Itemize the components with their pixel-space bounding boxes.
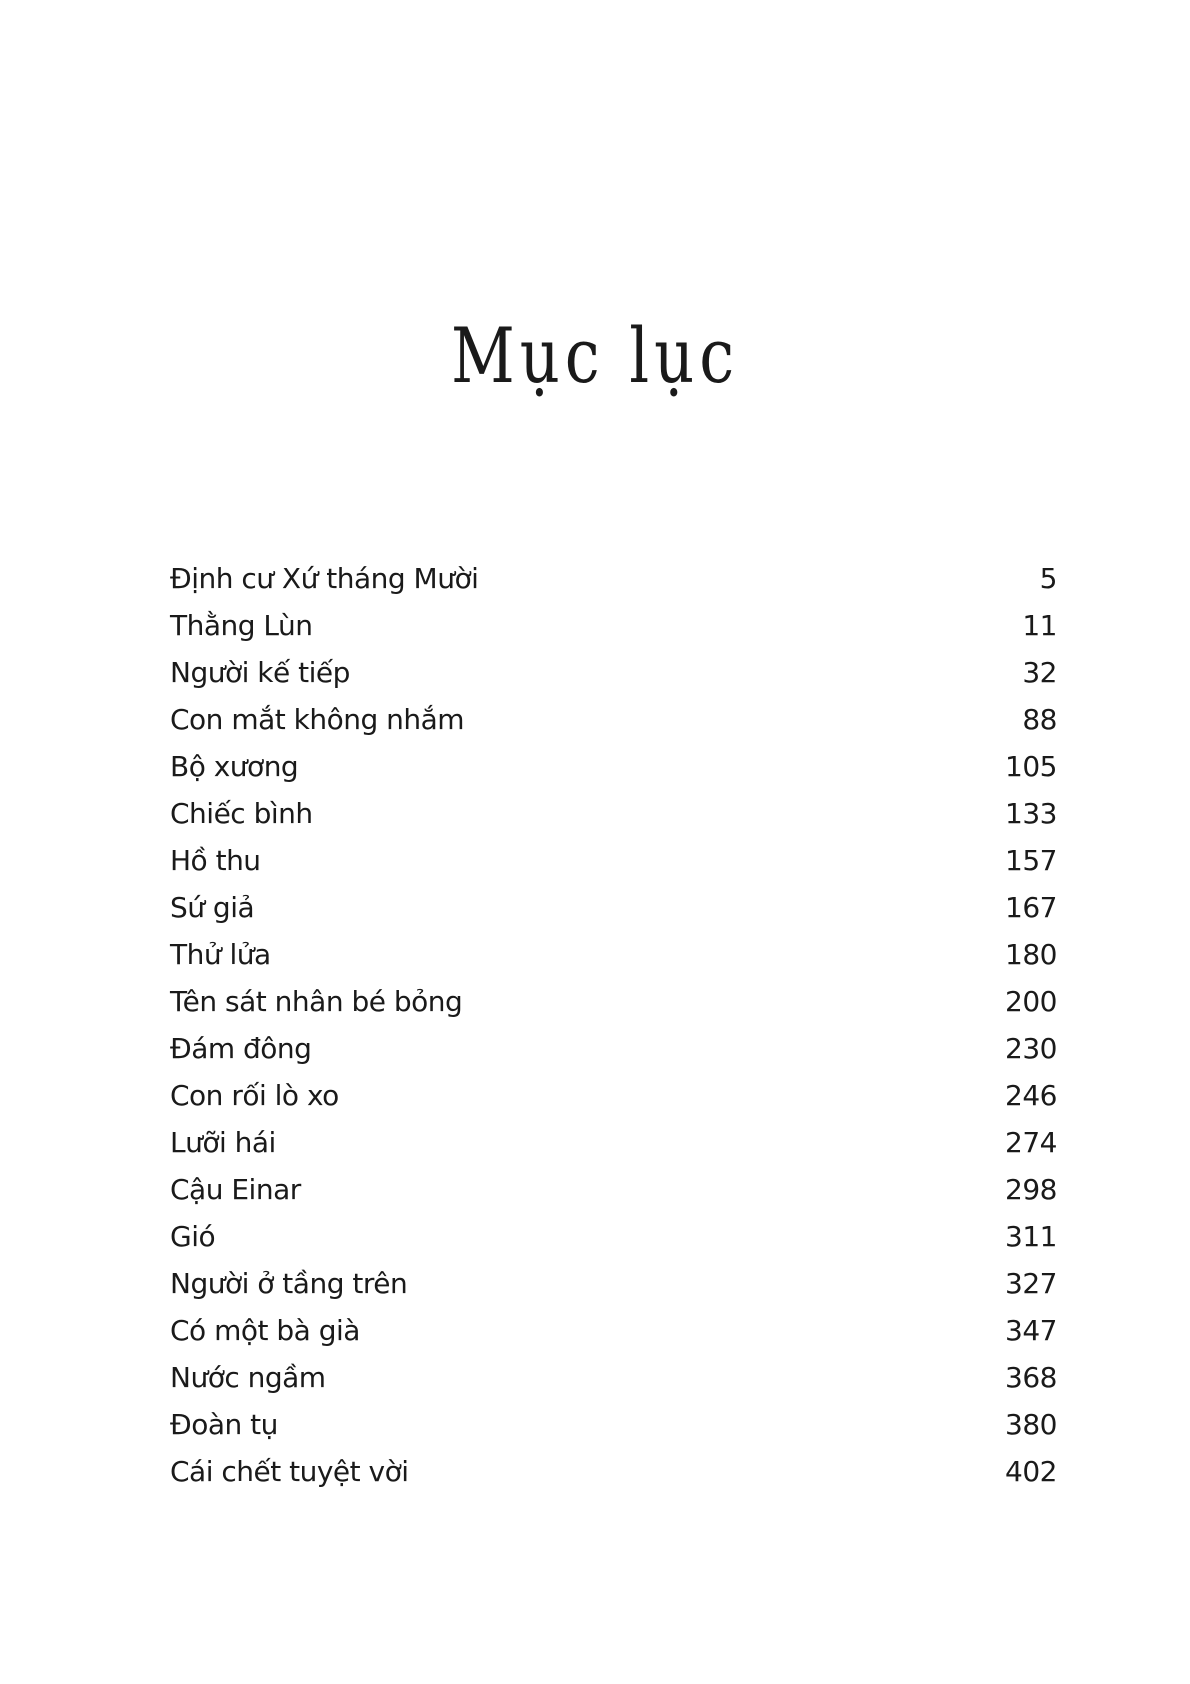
toc-entry-page: 274 (1005, 1126, 1057, 1159)
toc-entry[interactable] (170, 1166, 1057, 1213)
toc-entry[interactable] (170, 696, 1057, 743)
toc-entry[interactable] (170, 931, 1057, 978)
toc-entry-title: Có một bà già (170, 1314, 360, 1347)
toc-entry[interactable] (170, 1401, 1057, 1448)
toc-entry[interactable] (170, 1025, 1057, 1072)
toc-entry-page: 32 (1022, 656, 1057, 689)
toc-entry-page: 380 (1005, 1408, 1057, 1441)
toc-entry-page: 157 (1005, 844, 1057, 877)
toc-entry-page: 327 (1005, 1267, 1057, 1300)
toc-entry[interactable] (170, 790, 1057, 837)
toc-entry[interactable] (170, 743, 1057, 790)
toc-entry-page: 230 (1005, 1032, 1057, 1065)
toc-entry-title: Con mắt không nhắm (170, 703, 465, 736)
toc-entry[interactable] (170, 1448, 1057, 1495)
toc-entry[interactable] (170, 1213, 1057, 1260)
table-of-contents (170, 555, 1057, 1495)
toc-entry-page: 347 (1005, 1314, 1057, 1347)
toc-entry-title: Lưỡi hái (170, 1126, 276, 1159)
toc-entry[interactable] (170, 1072, 1057, 1119)
toc-entry-page: 133 (1005, 797, 1057, 830)
toc-entry[interactable] (170, 884, 1057, 931)
toc-entry-title: Tên sát nhân bé bỏng (170, 985, 463, 1018)
toc-entry-title: Gió (170, 1220, 216, 1253)
toc-entry-title: Cậu Einar (170, 1173, 301, 1206)
toc-entry-page: 5 (1039, 562, 1057, 595)
toc-entry-page: 105 (1005, 750, 1057, 783)
toc-entry-title: Con rối lò xo (170, 1079, 339, 1112)
toc-entry[interactable] (170, 1354, 1057, 1401)
toc-entry-title: Nước ngầm (170, 1361, 326, 1394)
toc-entry-title: Đám đông (170, 1032, 312, 1065)
toc-entry[interactable] (170, 555, 1057, 602)
toc-entry-title: Định cư Xứ tháng Mười (170, 562, 479, 595)
toc-entry-title: Đoàn tụ (170, 1408, 278, 1441)
toc-entry-page: 167 (1005, 891, 1057, 924)
toc-entry[interactable] (170, 649, 1057, 696)
toc-entry-page: 298 (1005, 1173, 1057, 1206)
toc-entry[interactable] (170, 1119, 1057, 1166)
toc-entry-title: Người kế tiếp (170, 656, 350, 689)
toc-entry-page: 11 (1022, 609, 1057, 642)
toc-entry-page: 311 (1005, 1220, 1057, 1253)
toc-entry-page: 200 (1005, 985, 1057, 1018)
toc-entry[interactable] (170, 1260, 1057, 1307)
toc-entry-title: Sứ giả (170, 891, 255, 924)
toc-entry-title: Người ở tầng trên (170, 1267, 408, 1300)
toc-entry-page: 180 (1005, 938, 1057, 971)
toc-entry-title: Chiếc bình (170, 797, 313, 830)
toc-entry[interactable] (170, 837, 1057, 884)
toc-entry-page: 88 (1022, 703, 1057, 736)
toc-entry-title: Thử lửa (170, 938, 271, 971)
toc-entry-page: 402 (1005, 1455, 1057, 1488)
toc-entry-page: 368 (1005, 1361, 1057, 1394)
toc-entry-title: Hồ thu (170, 844, 261, 877)
page-title: Mục lục (450, 311, 740, 400)
toc-entry-title: Bộ xương (170, 750, 299, 783)
toc-entry-title: Thằng Lùn (170, 609, 313, 642)
toc-entry-page: 246 (1005, 1079, 1057, 1112)
toc-entry[interactable] (170, 978, 1057, 1025)
toc-entry[interactable] (170, 602, 1057, 649)
toc-entry[interactable] (170, 1307, 1057, 1354)
toc-entry-title: Cái chết tuyệt vời (170, 1455, 409, 1488)
